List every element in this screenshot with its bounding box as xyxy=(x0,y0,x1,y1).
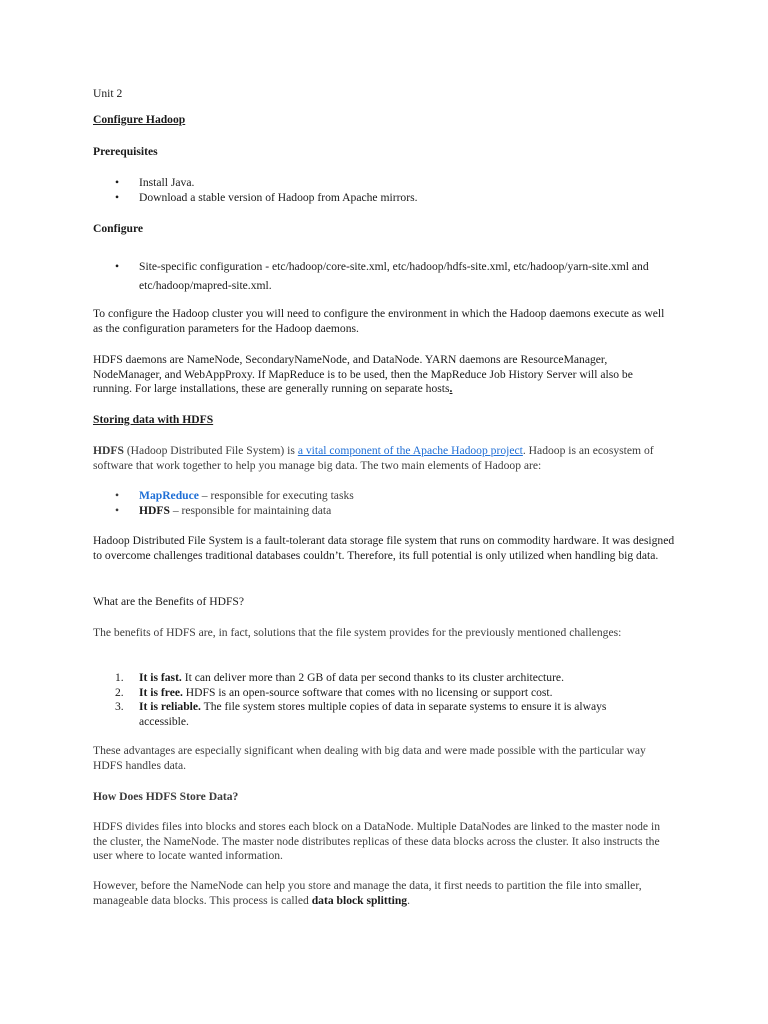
list-number: 2. xyxy=(115,685,124,699)
list-item xyxy=(93,671,653,686)
list-number: 1. xyxy=(115,671,124,684)
hdfs-intro-paragraph xyxy=(93,444,673,473)
store-paragraph-2 xyxy=(93,879,673,908)
hdfs-term: HDFS xyxy=(93,444,124,457)
store-paragraph-1: HDFS divides files into blocks and stores each block on a DataNode. Multiple DataNodes are linked to the master node in the cluster, the NameNode. The master node distributes replicas of these data blocks across the cluster. It also instructs the user where to locate wanted information. xyxy=(93,820,660,862)
benefits-heading: What are the Benefits of HDFS? xyxy=(93,595,244,608)
configure-list xyxy=(93,257,653,295)
daemons-text: HDFS daemons are NameNode, SecondaryNameNode, and DataNode. YARN daemons are ResourceManager, NodeManager, and WebAppProxy. If MapReduce is to be used, then the MapReduce Job History Server will also be running. For large installations, these are generally running on separate hosts xyxy=(93,353,633,395)
page-title: Configure Hadoop xyxy=(93,113,186,126)
list-item xyxy=(93,489,653,504)
hdfs-intro-text: (Hadoop Distributed File System) is xyxy=(123,444,298,457)
benefits-intro: The benefits of HDFS are, in fact, solutions that the file system provides for the previously mentioned challenges: xyxy=(93,626,622,639)
list-item xyxy=(93,686,653,701)
hdfs-element-desc: – responsible for maintaining data xyxy=(169,503,332,517)
benefit-text: HDFS is an open-source software that comes with no licensing or support cost. xyxy=(182,685,553,699)
configure-heading: Configure xyxy=(93,222,144,235)
hdfs-intro-rest: . Hadoop is an ecosystem of software that work together to help you manage big data. The two main elements of Hadoop are: xyxy=(93,444,654,472)
list-item xyxy=(93,504,653,519)
daemons-paragraph xyxy=(93,353,673,397)
benefit-title: It is free. xyxy=(139,685,183,699)
list-item: • Site-specific configuration - etc/hadoop/core-site.xml, etc/hadoop/hdfs-site.xml, etc/hadoop/yarn-site.xml and etc/hadoop/mapred-site.xml. xyxy=(93,257,653,295)
list-number: 3. xyxy=(115,700,124,713)
store-paragraph-2-end: . xyxy=(407,893,410,907)
hadoop-elements-list xyxy=(93,489,653,518)
benefit-text: It can deliver more than 2 GB of data per second thanks to its cluster architecture. xyxy=(181,671,564,684)
apache-hadoop-link[interactable]: a vital component of the Apache Hadoop project xyxy=(297,444,523,457)
benefit-title: It is fast. xyxy=(139,671,182,684)
storing-heading: Storing data with HDFS xyxy=(93,413,214,426)
prerequisites-list xyxy=(93,176,653,205)
config-paragraph: To configure the Hadoop cluster you will need to configure the environment in which the Hadoop daemons execute as well as the configuration parameters for the Hadoop daemons. xyxy=(93,307,665,335)
list-item: • Install Java. xyxy=(93,176,653,191)
benefit-text: The file system stores multiple copies of data in separate systems to ensure it is always accessible. xyxy=(139,700,607,728)
store-paragraph-2-text: However, before the NameNode can help you store and manage the data, it first needs to partition the file into smaller, manageable data blocks. This process is called xyxy=(93,879,642,907)
data-block-splitting-term: data block splitting xyxy=(311,893,408,907)
list-item: • Download a stable version of Hadoop from Apache mirrors. xyxy=(93,191,653,206)
daemons-period: . xyxy=(449,382,453,395)
list-item xyxy=(93,700,653,729)
mapreduce-term: MapReduce xyxy=(139,489,199,502)
store-heading: How Does HDFS Store Data? xyxy=(93,790,239,803)
hdfs-element-term: HDFS xyxy=(139,503,170,517)
benefits-list xyxy=(93,671,653,729)
benefits-outro: These advantages are especially significant when dealing with big data and were made possible with the particular way HDFS handles data. xyxy=(93,744,646,772)
prerequisites-heading: Prerequisites xyxy=(93,145,158,158)
mapreduce-desc: – responsible for executing tasks xyxy=(198,489,354,502)
benefit-title: It is reliable. xyxy=(139,700,201,713)
hdfs-description-paragraph: Hadoop Distributed File System is a fault-tolerant data storage file system that runs on commodity hardware. It was designed to overcome challenges traditional databases couldn’t. Therefore, its full potential is only utilized when handling big data. xyxy=(93,534,675,562)
unit-label: Unit 2 xyxy=(93,87,123,100)
